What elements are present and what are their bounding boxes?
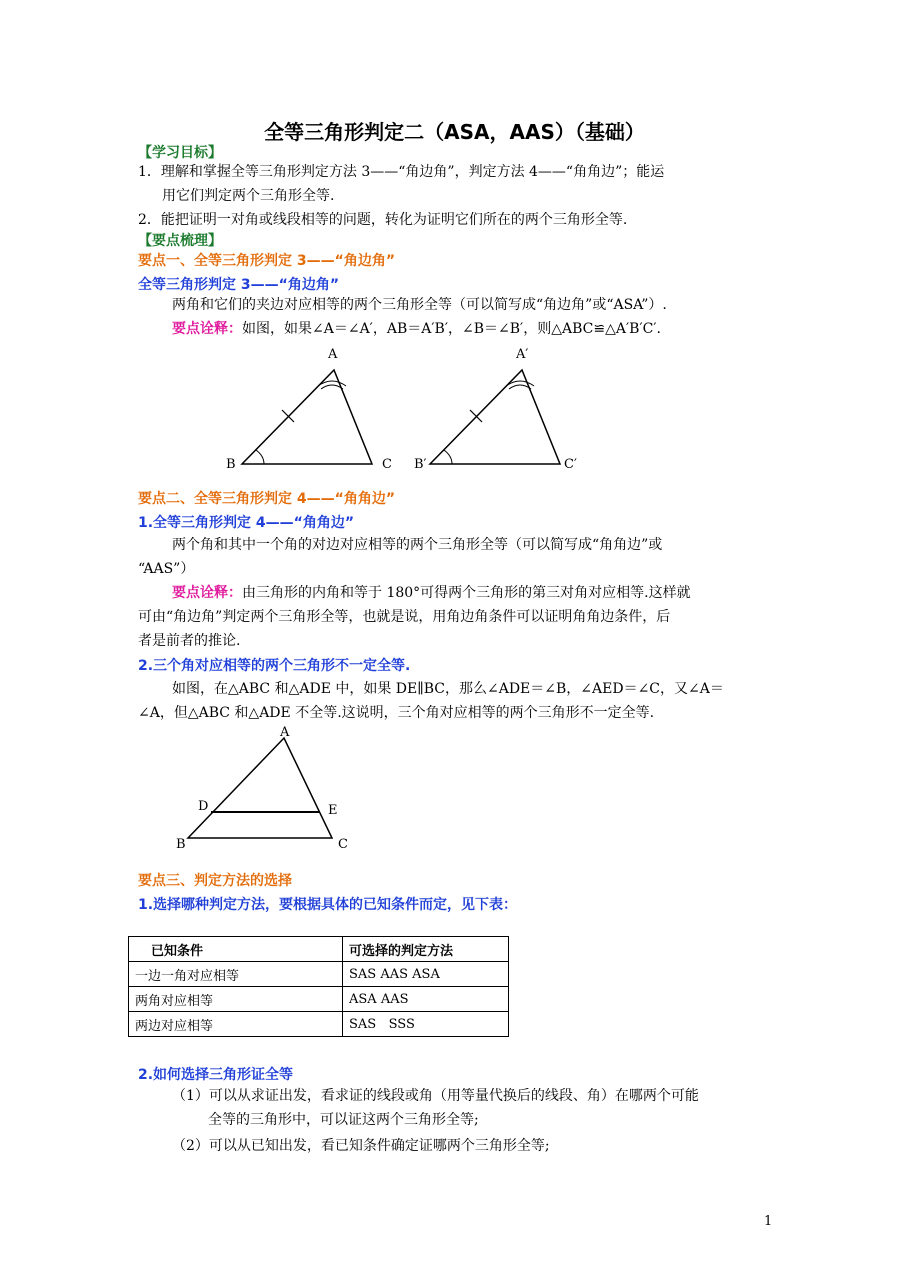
triangle-prime-shape [430, 370, 560, 464]
label-e: E [328, 803, 338, 818]
kp1-note [172, 317, 661, 341]
kp1-subheading: 全等三角形判定 3——“角边角” [138, 277, 340, 293]
kp1-note-text: 如图，如果∠A＝∠A′，AB＝A′B′，∠B＝∠B′，则△ABC≌△A′B′C′. [242, 321, 661, 337]
page-number: 1 [764, 1214, 773, 1229]
label-c: C [338, 837, 348, 852]
kp2-text2b: ∠A，但△ABC 和△ADE 不全等.这说明，三个角对应相等的两个三角形不一定全等. [138, 705, 655, 721]
label-c-prime: C′ [564, 457, 577, 472]
kp3-sub1: 1.选择哪种判定方法，要根据具体的已知条件而定，见下表： [138, 897, 518, 913]
table-cell: 一边一角对应相等 [129, 962, 343, 987]
angle-arc-b [256, 450, 264, 464]
figure-congruent-triangles [220, 340, 590, 480]
label-b: B [226, 457, 236, 472]
objective-item-2: 2．能把证明一对角或线段相等的问题，转化为证明它们所在的两个三角形全等. [138, 212, 628, 228]
kp2-text1b: “AAS”） [138, 561, 195, 577]
triangle-a-prime-b-prime-c-prime [414, 347, 577, 472]
table-header-row [129, 937, 509, 962]
table-row [129, 987, 509, 1012]
page-title: 全等三角形判定二（ASA，AAS）（基础） [264, 120, 645, 144]
angle-arc-b-prime [444, 450, 452, 464]
label-a: A [280, 725, 290, 740]
label-a-prime: A′ [516, 347, 529, 362]
kp2-note-b: 可由“角边角”判定两个三角形全等，也就是说，用角边角条件可以证明角角边条件，后 [138, 609, 671, 625]
kp2-note-c: 者是前者的推论. [138, 633, 241, 649]
keypoints-heading: 【要点梳理】 [138, 233, 222, 249]
table-cell: 两边对应相等 [129, 1012, 343, 1037]
label-d: D [198, 799, 209, 814]
label-a: A [328, 347, 338, 362]
table-row [129, 1012, 509, 1037]
kp3-item1b: 全等的三角形中，可以证这两个三角形全等; [208, 1112, 479, 1128]
table-row [129, 962, 509, 987]
kp3-heading: 要点三、判定方法的选择 [138, 873, 292, 889]
kp1-note-label: 要点诠释： [172, 321, 242, 337]
method-selection-table [128, 936, 509, 1037]
label-b: B [176, 837, 186, 852]
kp2-sub1: 1.全等三角形判定 4——“角角边” [138, 515, 355, 531]
triangle-abc-shape [242, 370, 372, 464]
kp2-sub2: 2.三个角对应相等的两个三角形不一定全等. [138, 658, 411, 674]
kp1-text: 两角和它们的夹边对应相等的两个三角形全等（可以简写成“角边角”或“ASA”）. [172, 297, 667, 313]
objective-item-1: 1．理解和掌握全等三角形判定方法 3——“角边角”，判定方法 4——“角角边”；能运 [138, 164, 665, 180]
kp2-heading: 要点二、全等三角形判定 4——“角角边” [138, 491, 396, 507]
table-cell: 两角对应相等 [129, 987, 343, 1012]
kp2-note-line-1 [172, 581, 691, 605]
table-header-condition: 已知条件 [129, 937, 343, 962]
kp3-item1a: （1）可以从求证出发，看求证的线段或角（用等量代换后的线段、角）在哪两个可能 [172, 1088, 699, 1104]
kp2-note-a: 由三角形的内角和等于 180°可得两个三角形的第三对角对应相等.这样就 [242, 585, 691, 601]
kp2-note-label: 要点诠释： [172, 585, 242, 601]
table-header-method: 可选择的判定方法 [343, 937, 509, 962]
objective-item-1-cont: 用它们判定两个三角形全等. [162, 188, 335, 204]
table-cell: ASA AAS [343, 987, 509, 1012]
kp2-text1a: 两个角和其中一个角的对边对应相等的两个三角形全等（可以简写成“角角边”或 [172, 537, 663, 553]
kp3-item2: （2）可以从已知出发，看已知条件确定证哪两个三角形全等; [172, 1138, 550, 1154]
table-cell: SAS AAS ASA [343, 962, 509, 987]
objectives-heading: 【学习目标】 [138, 145, 222, 161]
kp2-text2a: 如图，在△ABC 和△ADE 中，如果 DE∥BC，那么∠ADE＝∠B，∠AED＝∠C，又∠A＝ [172, 681, 724, 697]
figure-similar-triangles [170, 724, 370, 854]
triangle-abc [226, 347, 392, 472]
table-cell: SAS SSS [343, 1012, 509, 1037]
label-c: C [382, 457, 392, 472]
kp3-sub2: 2.如何选择三角形证全等 [138, 1067, 294, 1083]
kp1-heading: 要点一、全等三角形判定 3——“角边角” [138, 253, 396, 269]
triangle-abc-large [188, 738, 332, 838]
label-b-prime: B′ [414, 457, 427, 472]
